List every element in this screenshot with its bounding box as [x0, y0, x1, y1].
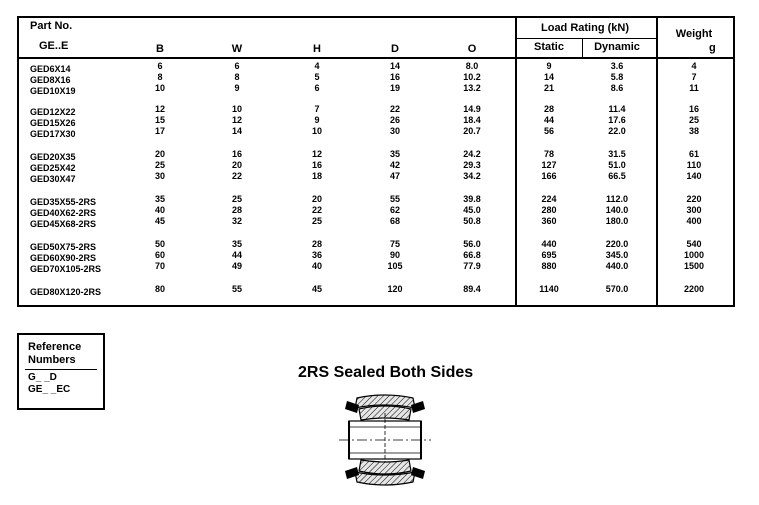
cell-dynamic: 5.8 — [610, 72, 624, 82]
cell-h: 36 — [311, 250, 323, 260]
cell-dynamic: 3.6 — [610, 61, 624, 71]
cell-h: 20 — [311, 194, 323, 204]
cell-weight: 7 — [691, 72, 697, 82]
cell-o: 50.8 — [463, 216, 481, 226]
cell-b: 80 — [154, 284, 166, 294]
cell-h: 10 — [311, 126, 323, 136]
cell-weight: 11 — [689, 83, 699, 93]
cell-h: 5 — [314, 72, 320, 82]
diagram-caption: 2RS Sealed Both Sides — [298, 364, 474, 381]
cell-d: 30 — [389, 126, 401, 136]
cell-weight: 110 — [686, 160, 702, 170]
cell-dynamic: 220.0 — [605, 239, 629, 249]
part-number-cell: GED8X16 — [30, 75, 71, 85]
weight-unit: g — [709, 42, 716, 54]
cell-weight: 300 — [686, 205, 702, 215]
cell-w: 6 — [234, 61, 240, 71]
reference-item: GE_ _EC — [28, 384, 71, 395]
column-header-o: O — [467, 43, 477, 55]
cell-b: 17 — [154, 126, 166, 136]
reference-title-line1: Reference — [28, 341, 82, 353]
cell-d: 16 — [389, 72, 401, 82]
cell-o: 39.8 — [463, 194, 481, 204]
cell-static: 56 — [543, 126, 555, 136]
cell-static: 224 — [541, 194, 557, 204]
cell-o: 13.2 — [463, 83, 481, 93]
cell-b: 60 — [154, 250, 166, 260]
cell-o: 34.2 — [463, 171, 481, 181]
part-number-cell: GED25X42 — [30, 163, 76, 173]
part-number-cell: GED15X26 — [30, 118, 76, 128]
cell-d: 19 — [389, 83, 401, 93]
cell-d: 90 — [389, 250, 401, 260]
cell-h: 45 — [311, 284, 323, 294]
cell-b: 45 — [154, 216, 166, 226]
static-dynamic-divider — [582, 38, 583, 57]
cell-w: 55 — [231, 284, 243, 294]
cell-b: 20 — [154, 149, 166, 159]
cell-static: 78 — [543, 149, 555, 159]
cell-dynamic: 8.6 — [610, 83, 624, 93]
cell-d: 68 — [389, 216, 401, 226]
header-bottom-rule — [19, 57, 733, 59]
cell-weight: 1500 — [683, 261, 705, 271]
weight-header: Weight — [675, 28, 713, 40]
cell-o: 89.4 — [463, 284, 481, 294]
cell-weight: 400 — [686, 216, 702, 226]
part-number-cell: GED40X62-2RS — [30, 208, 97, 218]
cell-d: 14 — [389, 61, 401, 71]
cell-o: 45.0 — [463, 205, 481, 215]
cell-h: 9 — [314, 115, 320, 125]
cell-o: 18.4 — [463, 115, 481, 125]
cell-static: 695 — [541, 250, 557, 260]
cell-b: 10 — [154, 83, 166, 93]
cell-o: 29.3 — [463, 160, 481, 170]
cell-b: 40 — [154, 205, 166, 215]
cell-static: 21 — [543, 83, 555, 93]
cell-b: 15 — [154, 115, 166, 125]
reference-item: G_ _D — [28, 372, 57, 383]
reference-separator — [25, 369, 97, 370]
cell-w: 8 — [234, 72, 240, 82]
cell-h: 12 — [311, 149, 323, 159]
cell-w: 16 — [231, 149, 243, 159]
cell-o: 56.0 — [463, 239, 481, 249]
cell-dynamic: 440.0 — [605, 261, 629, 271]
part-number-cell: GED50X75-2RS — [30, 242, 97, 252]
cell-weight: 140 — [686, 171, 702, 181]
part-no-header: Part No. — [30, 20, 73, 32]
cell-o: 20.7 — [463, 126, 481, 136]
cell-dynamic: 31.5 — [608, 149, 626, 159]
cell-w: 44 — [231, 250, 243, 260]
static-header: Static — [534, 41, 564, 53]
reference-box — [17, 333, 105, 410]
sealed-bearing-drawing — [335, 393, 435, 488]
cell-static: 166 — [541, 171, 557, 181]
cell-o: 14.9 — [463, 104, 481, 114]
cell-o: 8.0 — [465, 61, 479, 71]
cell-static: 440 — [541, 239, 557, 249]
cell-b: 70 — [154, 261, 166, 271]
cell-w: 12 — [231, 115, 243, 125]
cell-h: 25 — [311, 216, 323, 226]
cell-static: 280 — [541, 205, 557, 215]
cell-h: 40 — [311, 261, 323, 271]
cell-h: 16 — [311, 160, 323, 170]
cell-h: 28 — [311, 239, 323, 249]
load-rating-header: Load Rating (kN) — [541, 22, 629, 34]
cell-weight: 38 — [688, 126, 700, 136]
cell-b: 8 — [157, 72, 163, 82]
cell-h: 18 — [311, 171, 323, 181]
cell-dynamic: 17.6 — [608, 115, 626, 125]
cell-o: 24.2 — [463, 149, 481, 159]
part-number-cell: GED10X19 — [30, 86, 76, 96]
series-header: GE..E — [39, 40, 69, 52]
cell-o: 77.9 — [463, 261, 481, 271]
cell-d: 47 — [389, 171, 401, 181]
part-number-cell: GED35X55-2RS — [30, 197, 97, 207]
cell-weight: 540 — [686, 239, 702, 249]
cell-d: 22 — [389, 104, 401, 114]
reference-title — [28, 341, 81, 367]
cell-w: 25 — [231, 194, 243, 204]
cell-dynamic: 11.4 — [608, 104, 626, 114]
cell-w: 20 — [231, 160, 243, 170]
cell-static: 360 — [541, 216, 557, 226]
cell-w: 49 — [231, 261, 243, 271]
load-rating-sub-rule — [515, 38, 656, 39]
cell-d: 62 — [389, 205, 401, 215]
part-number-cell: GED30X47 — [30, 174, 76, 184]
cell-weight: 4 — [691, 61, 697, 71]
cell-dynamic: 22.0 — [608, 126, 626, 136]
part-number-cell: GED80X120-2RS — [30, 287, 102, 297]
part-number-cell: GED12X22 — [30, 107, 76, 117]
cell-h: 6 — [314, 83, 320, 93]
part-number-cell: GED17X30 — [30, 129, 76, 139]
cell-weight: 2200 — [683, 284, 705, 294]
cell-b: 6 — [157, 61, 163, 71]
cell-d: 35 — [389, 149, 401, 159]
cell-h: 7 — [314, 104, 320, 114]
cell-w: 9 — [234, 83, 240, 93]
cell-d: 55 — [389, 194, 401, 204]
cell-d: 120 — [387, 284, 403, 294]
inner-ring-bottom — [359, 460, 411, 474]
cell-w: 14 — [231, 126, 243, 136]
column-header-b: B — [156, 43, 164, 55]
cell-w: 32 — [231, 216, 243, 226]
cell-static: 14 — [543, 72, 555, 82]
part-number-cell: GED45X68-2RS — [30, 219, 97, 229]
cell-d: 42 — [389, 160, 401, 170]
cell-b: 50 — [154, 239, 166, 249]
cell-static: 44 — [543, 115, 555, 125]
cell-w: 28 — [231, 205, 243, 215]
part-number-cell: GED60X90-2RS — [30, 253, 97, 263]
cell-b: 12 — [154, 104, 166, 114]
part-number-cell: GED20X35 — [30, 152, 76, 162]
cell-o: 10.2 — [463, 72, 481, 82]
cell-w: 10 — [231, 104, 243, 114]
weight-left-divider — [656, 18, 658, 305]
column-header-h: H — [313, 43, 321, 55]
cell-h: 4 — [314, 61, 320, 71]
cell-dynamic: 140.0 — [605, 205, 629, 215]
column-header-w: W — [231, 43, 243, 55]
cell-d: 26 — [389, 115, 401, 125]
cell-dynamic: 180.0 — [605, 216, 629, 226]
cell-static: 880 — [541, 261, 557, 271]
part-number-cell: GED70X105-2RS — [30, 264, 102, 274]
part-number-cell: GED6X14 — [30, 64, 71, 74]
reference-title-line2: Numbers — [28, 354, 76, 366]
cell-dynamic: 570.0 — [605, 284, 629, 294]
cell-dynamic: 112.0 — [605, 194, 629, 204]
cell-dynamic: 66.5 — [608, 171, 626, 181]
cell-static: 28 — [543, 104, 555, 114]
cell-weight: 16 — [688, 104, 700, 114]
cell-b: 30 — [154, 171, 166, 181]
dynamic-header: Dynamic — [594, 41, 640, 53]
cell-static: 127 — [541, 160, 557, 170]
cell-weight: 220 — [686, 194, 702, 204]
cell-static: 1140 — [539, 284, 559, 294]
cell-weight: 25 — [688, 115, 700, 125]
cell-static: 9 — [546, 61, 552, 71]
cell-b: 25 — [154, 160, 166, 170]
cell-h: 22 — [311, 205, 323, 215]
cell-o: 66.8 — [463, 250, 481, 260]
cell-d: 75 — [389, 239, 401, 249]
cell-b: 35 — [154, 194, 166, 204]
cell-w: 35 — [231, 239, 243, 249]
cell-d: 105 — [387, 261, 403, 271]
cell-dynamic: 51.0 — [608, 160, 626, 170]
cell-weight: 61 — [688, 149, 700, 159]
column-header-d: D — [391, 43, 399, 55]
cell-dynamic: 345.0 — [605, 250, 629, 260]
load-rating-left-divider — [515, 18, 517, 305]
cell-weight: 1000 — [683, 250, 705, 260]
cell-w: 22 — [231, 171, 243, 181]
